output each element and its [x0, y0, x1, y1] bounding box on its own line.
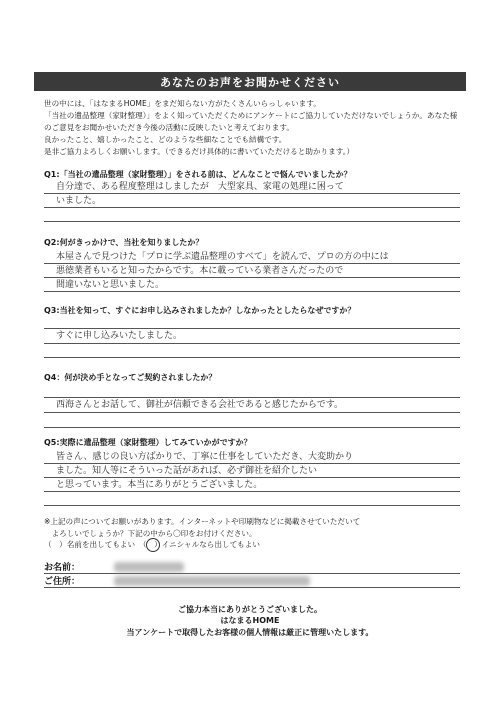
answer-line: [44, 263, 460, 264]
answer-line: [44, 412, 460, 413]
answer-line: [44, 397, 460, 398]
answer-line: [44, 207, 460, 208]
address-label: ご住所：: [44, 577, 81, 587]
answer-line: [44, 221, 460, 222]
question-2: Q2:何がきっかけで、当社を知りましたか？: [44, 238, 204, 247]
answer-1: 自分達で、ある程度整理はしましたが 大型家具、家電の処理に困って いました。: [56, 182, 344, 206]
name-line: [44, 573, 460, 574]
name-label: お名前：: [44, 563, 81, 573]
privacy-notice: 当アンケートで取得したお客様の個人情報は厳正に管理いたします。: [126, 628, 374, 637]
address-line: [44, 587, 460, 588]
intro-text: 世の中には、「はなまるHOME」をまだ知らない方がたくさんいらっしゃいます。 「当社の遺品整理（家財整理）」をよく知っていただくためにアンケートにご協力していただけないでしょうか。あなた様のご意見をお聞かせいただき今後の活動に反映したいと考えております。 良かったこと、嬉しかったこと、どのような些細なことでも結構です。 是非ご協力よろしくお願いします。（できるだけ具体的に書いていただけると助かります。）: [44, 99, 458, 156]
answer-line: [44, 491, 460, 492]
page-title: あなたのお声をお聞かせください: [34, 72, 466, 91]
answer-3: すぐに申し込みいたしました。: [56, 331, 183, 341]
consent-text: ※上記の声についてお願いがあります。インターネットや印刷物などに掲載させていただいて よろしいでしょうか？下記の中から〇印をお付けください。 （ ）名前を出してもよい （ ）イニシャルなら出してもよい: [44, 517, 361, 549]
company-name: はなまるHOME: [220, 616, 280, 625]
answer-line: [44, 291, 460, 292]
answer-line: [44, 357, 460, 358]
thanks-text: ご協力本当にありがとうございました。: [178, 605, 322, 614]
answer-line: [44, 477, 460, 478]
question-4: Q4：何が決め手となってご契約されましたか？: [44, 373, 217, 382]
question-1: Q1:「当社の遺品整理（家財整理）」をされる前は、どんなことで悩んでいましたか？: [44, 170, 352, 179]
initials-selected-circle: [146, 538, 160, 552]
answer-4: 西海さんとお話して、御社が信頼できる会社であると感じたからです。: [56, 400, 344, 410]
redacted-address: [114, 576, 310, 586]
redacted-name: [114, 562, 184, 572]
answer-2: 本屋さんで見つけた「プロに学ぶ遺品整理のすべて」を読んで、プロの方の中には 悪徳業者もいると知ったからです。本に載っている業者さんだったので 間違いないと思いました。: [56, 252, 389, 290]
answer-line: [44, 463, 460, 464]
answer-line: [44, 427, 460, 428]
answer-line: [44, 505, 460, 506]
question-5: Q5:実際に遺品整理（家財整理）してみていかがですか？: [44, 438, 252, 447]
answer-5: 皆さん、感じの良い方ばかりで、丁寧に仕事をしていただき、大変助かり ました。知人等にそういった話があれば、必ず御社を紹介したい と思っています。本当にありがとうございました。: [56, 452, 354, 490]
answer-line: [44, 277, 460, 278]
answer-line: [44, 328, 460, 329]
answer-line: [44, 343, 460, 344]
answer-line: [44, 193, 460, 194]
question-3: Q3:当社を知って、すぐにお申し込みされましたか？しなかったとしたらなぜですか？: [44, 306, 356, 315]
